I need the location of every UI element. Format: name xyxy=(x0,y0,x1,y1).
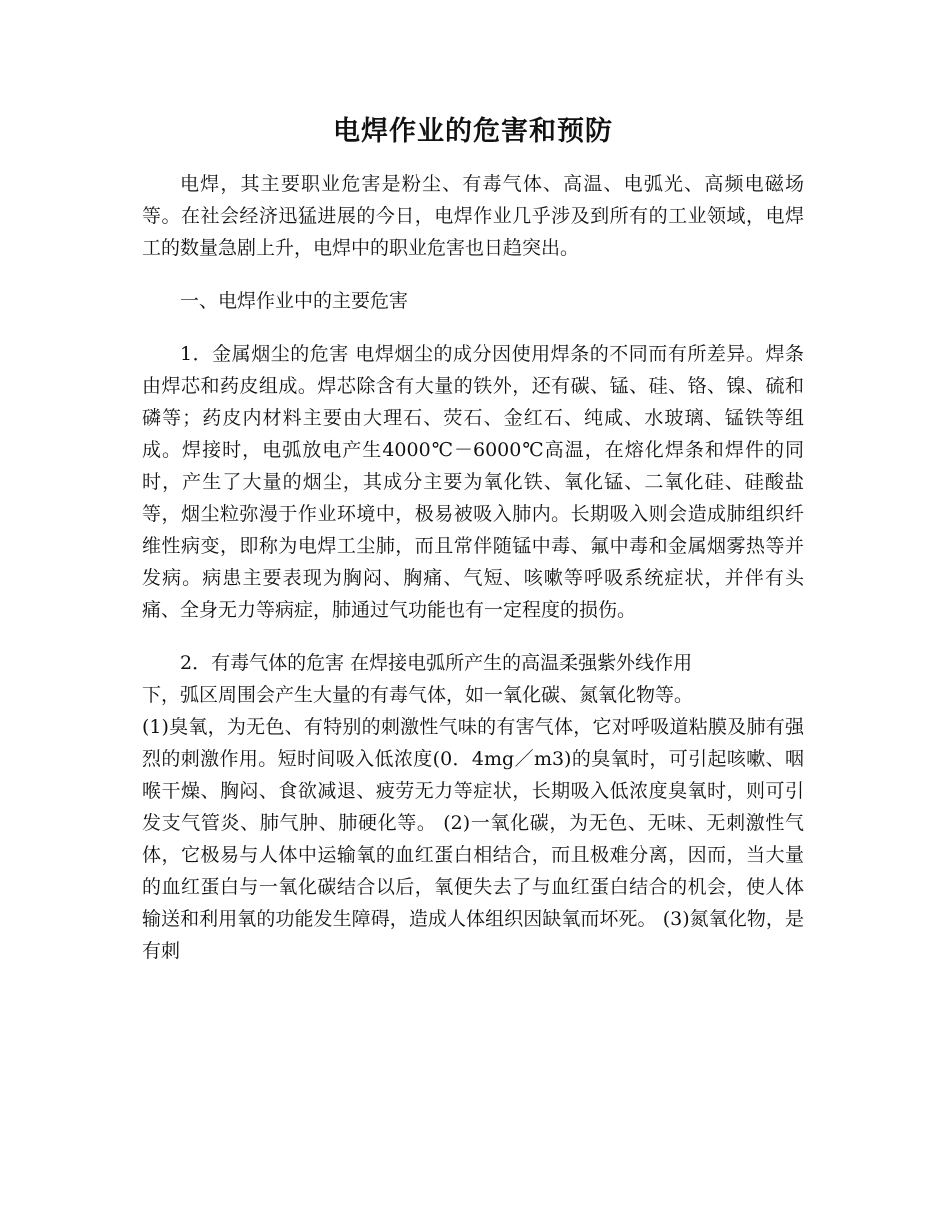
item-2-detail-paragraph: (1)臭氧，为无色、有特别的刺激性气味的有害气体，它对呼吸道粘膜及肺有强烈的刺激作用。短时间吸入低浓度(0．4mg／m3)的臭氧时，可引起咳嗽、咽喉干燥、胸闷、食欲减退、疲劳无力等症状，长期吸入低浓度臭氧时，则可引发支气管炎、肺气肿、肺硬化等。 (2)一氧化碳，为无色、无味、无刺激性气体，它极易与人体中运输氧的血红蛋白相结合，而且极难分离，因而，当大量的血红蛋白与一氧化碳结合以后，氧便失去了与血红蛋白结合的机会，使人体输送和利用氧的功能发生障碍，造成人体组织因缺氧而坏死。 (3)氮氧化物，是有刺 xyxy=(142,716,804,962)
paragraph-gap xyxy=(142,264,804,285)
page-title: 电焊作业的危害和预防 xyxy=(333,116,613,147)
paragraph-gap xyxy=(142,626,804,647)
item-2-first-line: 2．有毒气体的危害 在焊接电弧所产生的高温柔强紫外线作用 xyxy=(180,652,693,674)
document-body xyxy=(142,112,804,967)
item-1-paragraph: 1．金属烟尘的危害 电焊烟尘的成分因使用焊条的不同而有所差异。焊条由焊芯和药皮组成。焊芯除含有大量的铁外，还有碳、锰、硅、铬、镍、硫和磷等；药皮内材料主要由大理石、荧石、金红石、纯咸、水玻璃、锰铁等组成。焊接时，电弧放电产生4000℃－6000℃高温，在熔化焊条和焊件的同时，产生了大量的烟尘，其成分主要为氧化铁、氧化锰、二氧化硅、硅酸盐等，烟尘粒弥漫于作业环境中，极易被吸入肺内。长期吸入则会造成肺组织纤维性病变，即称为电焊工尘肺，而且常伴随锰中毒、氟中毒和金属烟雾热等并发病。病患主要表现为胸闷、胸痛、气短、咳嗽等呼吸系统症状，并伴有头痛、全身无力等病症，肺通过气功能也有一定程度的损伤。 xyxy=(142,343,804,621)
paragraph-gap xyxy=(142,317,804,338)
intro-paragraph: 电焊，其主要职业危害是粉尘、有毒气体、高温、电弧光、高频电磁场等。在社会经济迅猛进展的今日，电焊作业几乎涉及到所有的工业领域，电焊工的数量急剧上升，电焊中的职业危害也日趋突出。 xyxy=(142,173,804,259)
item-2-second-line: 下，弧区周围会产生大量的有毒气体，如一氧化碳、氮氧化物等。 xyxy=(142,684,694,706)
section-heading: 一、电焊作业中的主要危害 xyxy=(180,290,409,312)
